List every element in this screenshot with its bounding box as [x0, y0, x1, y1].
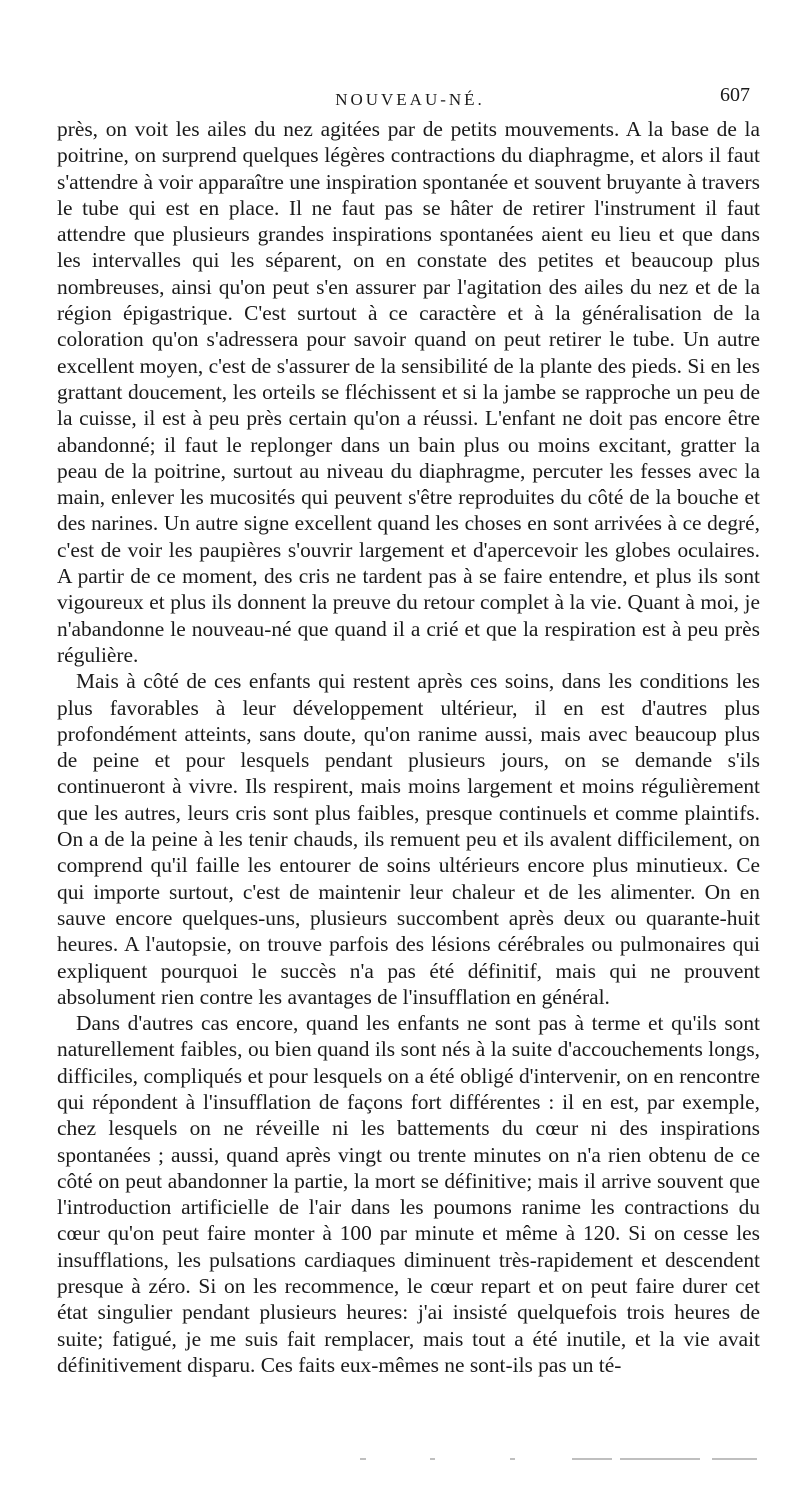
body-text: [57, 116, 760, 1378]
bottom-bleed-through-marks: [340, 1454, 780, 1466]
running-head: [60, 84, 760, 114]
paragraph-3: Dans d'autres cas encore, quand les enfants ne sont pas à terme et qu'ils sont naturellement faibles, ou bien quand ils sont nés à la suite d'accouchements longs, difficiles, compliqués et pour lesquels on a été obligé d'intervenir, on en rencontre qui répondent à l'insufflation de façons fort différentes : il en est, par exemple, chez lesquels on ne réveille ni les battements du cœur ni des inspirations spontanées ; aussi, quand après vingt ou trente minutes on n'a rien obtenu de ce côté on peut abandonner la partie, la mort se définitive; mais il arrive souvent que l'introduction artificielle de l'air dans les poumons ranime les contractions du cœur qu'on peut faire monter à 100 par minute et même à 120. Si on cesse les insufflations, les pulsations cardiaques diminuent très-rapidement et descendent presque à zéro. Si on les recommence, le cœur repart et on peut faire durer cet état singulier pendant plusieurs heures: j'ai insisté quelquefois trois heures de suite; fatigué, je me suis fait remplacer, mais tout a été inutile, et la vie avait définitivement disparu. Ces faits eux-mêmes ne sont-ils pas un té-: [57, 1011, 760, 1377]
paragraph-1: près, on voit les ailes du nez agitées par de petits mouvements. A la base de la poitrine, on surprend quelques légères contractions du diaphragme, et alors il faut s'attendre à voir apparaître une inspiration spontanée et souvent bruyante à travers le tube qui est en place. Il ne faut pas se hâter de retirer l'instrument il faut attendre que plusieurs grandes inspirations spontanées aient eu lieu et que dans les intervalles qui les séparent, on en constate des petites et beaucoup plus nombreuses, ainsi qu'on peut s'en assurer par l'agitation des ailes du nez et de la région épigastrique. C'est surtout à ce caractère et à la généralisation de la coloration qu'on s'adressera pour savoir quand on peut retirer le tube. Un autre excellent moyen, c'est de s'assurer de la sensibilité de la plante des pieds. Si en les grattant doucement, les orteils se fléchissent et si la jambe se rapproche un peu de la cuisse, il est à peu près certain qu'on a réussi. L'enfant ne doit pas encore être abandonné; il faut le replonger dans un bain plus ou moins excitant, gratter la peau de la poitrine, surtout au niveau du diaphragme, percuter les fesses avec la main, enlever les mucosités qui peuvent s'être reproduites du côté de la bouche et des narines. Un autre signe excellent quand les choses en sont arrivées à ce degré, c'est de voir les paupières s'ouvrir largement et d'apercevoir les globes oculaires. A partir de ce moment, des cris ne tardent pas à se faire entendre, et plus ils sont vigoureux et plus ils donnent la preuve du retour complet à la vie. Quant à moi, je n'abandonne le nouveau-né que quand il a crié et que la respiration est à peu près régulière.: [57, 117, 760, 667]
paragraph-2: Mais à côté de ces enfants qui restent après ces soins, dans les conditions les plus favorables à leur développement ultérieur, il en est d'autres plus profondément atteints, sans doute, qu'on ranime aussi, mais avec beaucoup plus de peine et pour lesquels pendant plusieurs jours, on se demande s'ils continueront à vivre. Ils respirent, mais moins largement et moins régulièrement que les autres, leurs cris sont plus faibles, presque continuels et comme plaintifs. On a de la peine à les tenir chauds, ils remuent peu et ils avalent difficilement, on comprend qu'il faille les entourer de soins ultérieurs encore plus minutieux. Ce qui importe surtout, c'est de maintenir leur chaleur et de les alimenter. On en sauve encore quelques-uns, plusieurs succombent après deux ou quarante-huit heures. A l'autopsie, on trouve parfois des lésions cérébrales ou pulmonaires qui expliquent pourquoi le succès n'a pas été définitif, mais qui ne prouvent absolument rien contre les avantages de l'insufflation en général.: [57, 669, 760, 1009]
page-number: 607: [720, 84, 750, 106]
running-title: NOUVEAU-NÉ.: [335, 90, 485, 109]
